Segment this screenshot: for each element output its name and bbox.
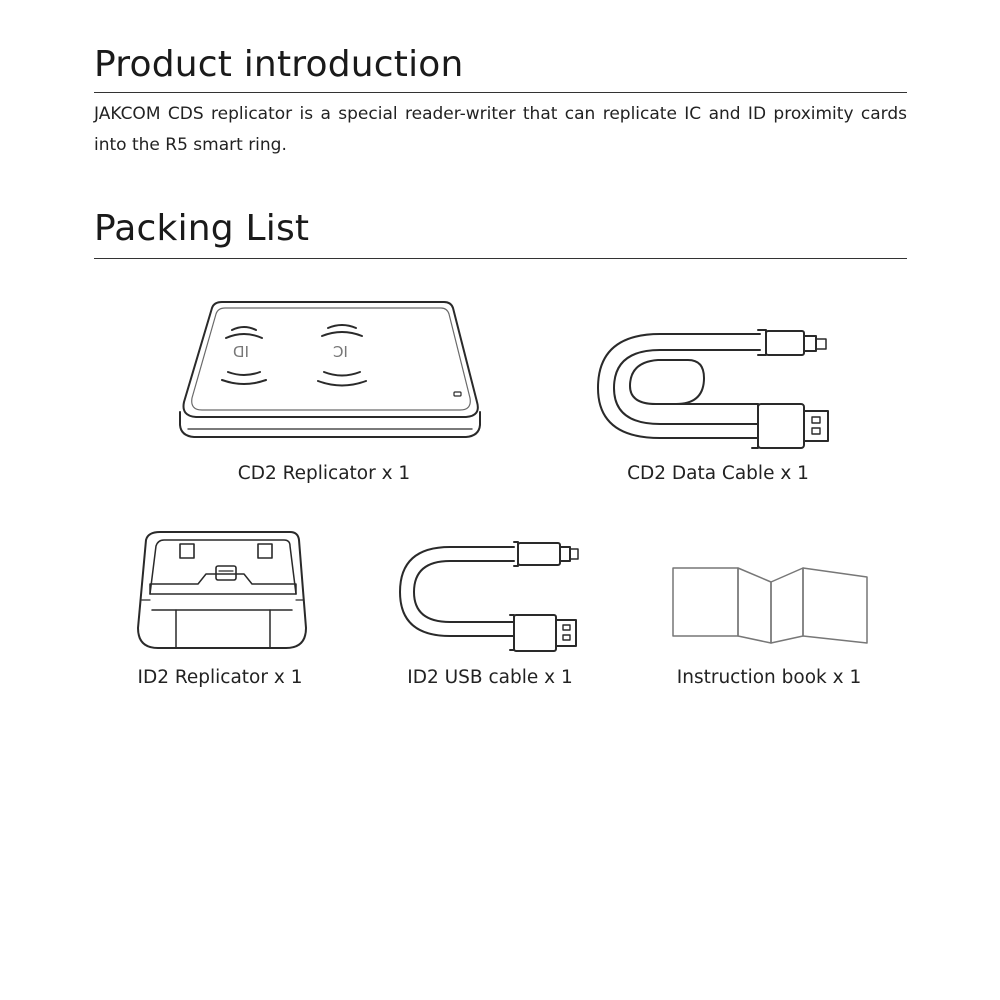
id2-replicator-caption: ID2 Replicator x 1 <box>137 667 303 688</box>
cd2-replicator-icon <box>172 300 488 442</box>
ic-pad-label: IC <box>333 342 348 360</box>
coiled-data-cable-icon <box>594 322 834 452</box>
id-pad-label: ID <box>233 342 249 360</box>
id2-usb-cable-icon <box>396 540 582 654</box>
packing-list-heading: Packing List <box>94 208 310 249</box>
id2-replicator-icon <box>136 528 308 652</box>
instruction-book-caption: Instruction book x 1 <box>676 667 862 688</box>
cd2-data-cable-caption: CD2 Data Cable x 1 <box>627 463 809 484</box>
cd2-replicator-caption: CD2 Replicator x 1 <box>237 463 411 484</box>
product-introduction-text: JAKCOM CDS replicator is a special reader-writer that can replicate IC and ID proximity cards into the R5 smart ring. <box>94 104 907 155</box>
packing-divider <box>94 258 907 259</box>
instruction-book-icon <box>670 564 870 646</box>
id2-usb-cable-caption: ID2 USB cable x 1 <box>407 667 573 688</box>
product-introduction-heading: Product introduction <box>94 44 464 85</box>
intro-divider <box>94 92 907 93</box>
